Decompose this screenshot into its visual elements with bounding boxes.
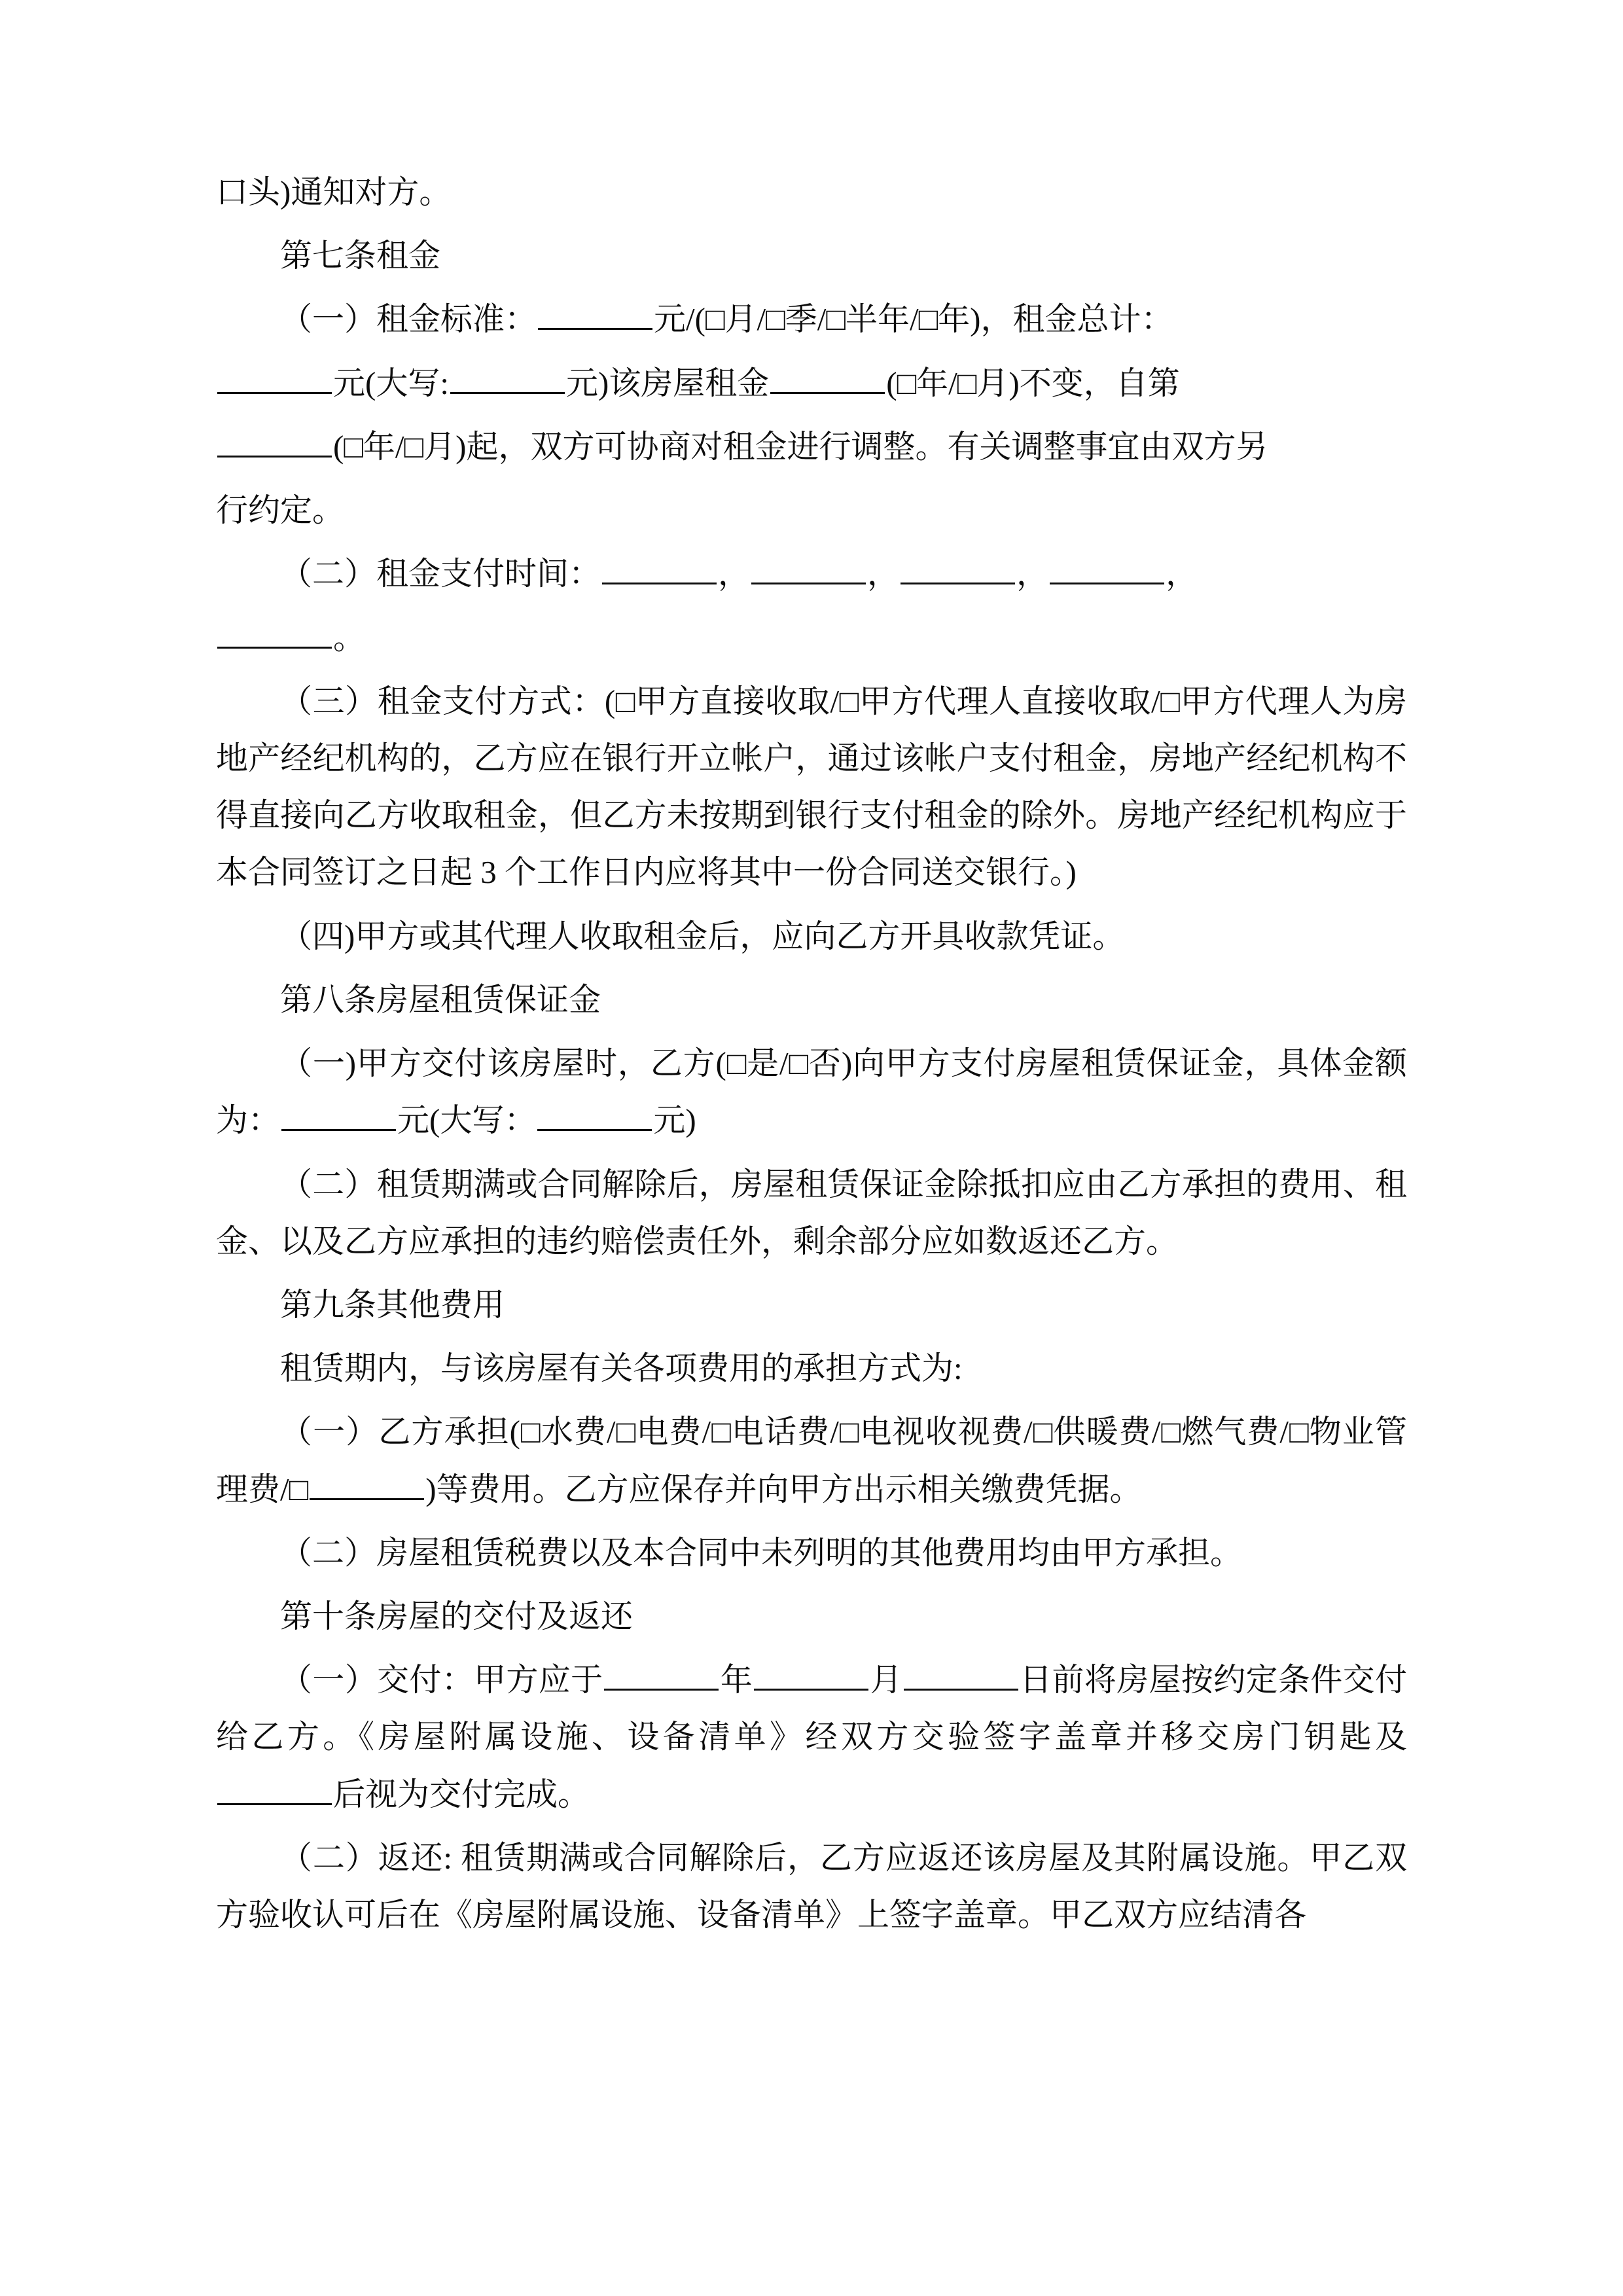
fill-in-blank[interactable] — [281, 1098, 396, 1131]
p-7-1-cont3 — [216, 482, 1407, 539]
text-run: （一)甲方交付该房屋时，乙方(□是/□否)向甲方支付房屋租赁保证金，具体金额为： — [216, 1045, 1407, 1139]
p-8-2 — [216, 1156, 1407, 1270]
text-run: （一）乙方承担(□水费/□电费/□电话费/□电视收视费/□供暖费/□燃气费/□物业管理费/□ — [216, 1414, 1407, 1507]
fill-in-blank[interactable] — [537, 1098, 652, 1131]
text-run: 年 — [720, 1662, 753, 1698]
text-run: 元)该房屋租金 — [565, 365, 770, 401]
text-run: （二）返还: 租赁期满或合同解除后，乙方应返还该房屋及其附属设施。甲乙双方验收认可后在《房屋附属设施、设备清单》上签字盖章。甲乙双方应结清各 — [216, 1839, 1407, 1933]
document-body — [216, 164, 1407, 1943]
fill-in-blank[interactable] — [217, 1772, 332, 1805]
fill-in-blank[interactable] — [602, 551, 717, 584]
text-run: ， — [1166, 556, 1198, 592]
text-run: 元) — [653, 1102, 696, 1139]
text-run: 。 — [333, 619, 366, 656]
fill-in-blank[interactable] — [770, 361, 885, 394]
fill-in-blank[interactable] — [754, 1657, 868, 1691]
p-7-2-cont — [216, 609, 1407, 666]
fill-in-blank[interactable] — [450, 361, 565, 394]
p-7-3 — [216, 673, 1407, 901]
text-run: （一）租金标准： — [280, 301, 537, 338]
text-run: 第七条租金 — [280, 238, 441, 274]
fill-in-blank[interactable] — [751, 551, 866, 584]
p-article10-title — [216, 1588, 1407, 1645]
text-run: ， — [1016, 556, 1049, 592]
fill-in-blank[interactable] — [901, 551, 1015, 584]
text-run: ， — [718, 556, 751, 592]
text-run: (□年/□月)不变，自第 — [886, 365, 1180, 401]
p-9-intro — [216, 1340, 1407, 1397]
p-7-1-cont2 — [216, 418, 1407, 475]
fill-in-blank[interactable] — [604, 1657, 719, 1691]
p-article9-title — [216, 1276, 1407, 1333]
p-7-2 — [216, 545, 1407, 602]
p-7-4 — [216, 908, 1407, 965]
text-run: （一）交付：甲方应于 — [280, 1662, 603, 1698]
text-run: （三）租金支付方式：(□甲方直接收取/□甲方代理人直接收取/□甲方代理人为房地产经纪机构的，乙方应在银行开立帐户，通过该帐户支付租金，房地产经纪机构不得直接向乙方收取租金，但乙方未按期到银行支付租金的除外。房地产经纪机构应于本合同签订之日起 3 个工作日内应将其中一份合同送交银行。) — [216, 683, 1407, 891]
p-10-2 — [216, 1829, 1407, 1943]
text-run: （四)甲方或其代理人收取租金后，应向乙方开具收款凭证。 — [280, 918, 1125, 954]
text-run: （二）租金支付时间： — [280, 556, 601, 592]
text-run: 行约定。 — [216, 492, 345, 529]
text-run: 元(大写: — [333, 365, 449, 401]
text-run: 元/(□月/□季/□半年/□年)，租金总计： — [654, 301, 1173, 338]
text-run: 第十条房屋的交付及返还 — [280, 1598, 633, 1635]
p-7-1 — [216, 291, 1407, 348]
text-run: 口头)通知对方。 — [216, 174, 452, 210]
text-run: ， — [867, 556, 900, 592]
text-run: （二）房屋租赁税费以及本合同中未列明的其他费用均由甲方承担。 — [280, 1534, 1243, 1571]
p-article7-title — [216, 227, 1407, 284]
fill-in-blank[interactable] — [217, 615, 332, 649]
p-7-1-cont — [216, 355, 1407, 412]
text-run: 元(大写： — [397, 1102, 537, 1139]
p-8-1 — [216, 1035, 1407, 1149]
text-run: )等费用。乙方应保存并向甲方出示相关缴费凭据。 — [425, 1471, 1142, 1507]
fill-in-blank[interactable] — [217, 424, 332, 457]
text-run: 租赁期内，与该房屋有关各项费用的承担方式为: — [280, 1350, 963, 1387]
fill-in-blank[interactable] — [310, 1467, 424, 1500]
fill-in-blank[interactable] — [538, 296, 652, 330]
text-run: 第八条房屋租赁保证金 — [280, 981, 601, 1018]
text-run: 月 — [870, 1662, 902, 1698]
p-10-1 — [216, 1651, 1407, 1823]
text-run: 后视为交付完成。 — [333, 1776, 590, 1812]
text-run: 第九条其他费用 — [280, 1286, 505, 1323]
fill-in-blank[interactable] — [1050, 551, 1164, 584]
text-run: （二）租赁期满或合同解除后，房屋租赁保证金除抵扣应由乙方承担的费用、租金、以及乙方应承担的违约赔偿责任外，剩余部分应如数返还乙方。 — [216, 1166, 1407, 1259]
p-article8-title — [216, 971, 1407, 1028]
text-run: 日前将房屋按约定条件交付给乙方。《房屋附属设施、设备清单》经双方交验签字盖章并移交房门钥匙及 — [216, 1662, 1407, 1755]
p-9-1 — [216, 1403, 1407, 1517]
fill-in-blank[interactable] — [217, 361, 332, 394]
fill-in-blank[interactable] — [904, 1657, 1018, 1691]
p-kou-tou — [216, 164, 1407, 221]
text-run: (□年/□月)起，双方可协商对租金进行调整。有关调整事宜由双方另 — [333, 428, 1268, 465]
p-9-2 — [216, 1524, 1407, 1581]
